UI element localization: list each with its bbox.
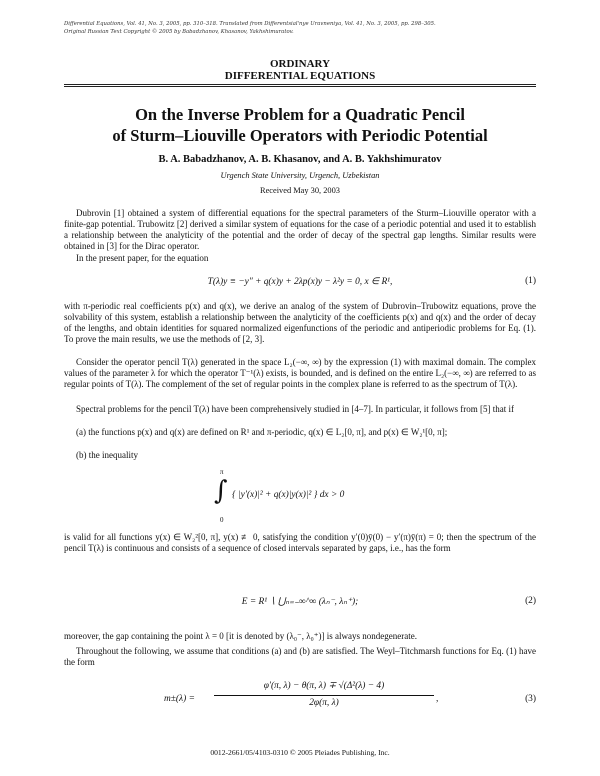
journal-header [64, 21, 544, 36]
page-footer: 0012-2661/05/4103-0310 © 2005 Pleiades Publishing, Inc. [210, 748, 390, 757]
paragraph-spectral-problems: Spectral problems for the pencil T(λ) have been comprehensively studied in [4–7]. In particular, it follows from [5] that if [76, 404, 514, 414]
paragraph-results: with π-periodic real coefficients p(x) and q(x), we derive an analog of the system of Dubrovin–Trubowitz equations, prove the solvability of this system, establish a relationship between the analyticity of the coefficients p(x) and q(x) and the order of decay of the lengths, and obtain identities for squared normalized eigenfunctions of the periodic and antiperiodic problems for Eq. (1). To prove the main results, we use the methods of [2, 3]. [64, 301, 536, 344]
received-date: Received May 30, 2003 [259, 186, 340, 195]
integral-upper-limit: π [220, 468, 224, 476]
equation-3-denominator: 2φ(π, λ) [309, 698, 339, 708]
equation-1-number: (1) [525, 276, 536, 286]
paragraph-spectrum-form: is valid for all functions y(x) ∈ W₂²[0, π], y(x) ≢ 0, satisfying the condition y′(0)ȳ(0) − y′(π)ȳ(π) = 0; then the spectrum of the pencil T(λ) is continuous and consists of a sequence of closed intervals separated by gaps, i.e., has the form [64, 532, 536, 553]
equation-3-lhs: m±(λ) = [164, 694, 195, 704]
equation-2-number: (2) [525, 596, 536, 606]
category-line-1: ORDINARY [269, 58, 331, 70]
integral-lower-limit: 0 [220, 516, 224, 524]
integral-body: { |y′(x)|² + q(x)|y(x)|² } dx > 0 [232, 490, 345, 500]
paragraph-intro: Dubrovin [1] obtained a system of differential equations for the spectral parameters of the Sturm–Liouville operator with a finite-gap potential. Trubowitz [2] derived a similar system of equations for the case of a periodic potential and used it to establish a relationship between the analyticity of the potential and the order of decay of the spectral gap lengths. Similar results were obtained in [3] for the Dirac operator. [64, 208, 536, 251]
category-divider-top [64, 84, 536, 85]
paragraph-operator-pencil: Consider the operator pencil T(λ) generated in the space L₂(−∞, ∞) by the expression (1) with maximal domain. The complex values of the parameter λ for which the operator T⁻¹(λ) exists, is bounded, and is defined on the entire L₂(−∞, ∞) are referred to as regular points of T(λ). The complement of the set of regular points in the complex plane is referred to as the spectrum of T(λ). [64, 357, 536, 389]
equation-3-numerator: φ′(π, λ) − θ(π, λ) ∓ √(Δ²(λ) − 4) [263, 681, 385, 691]
paragraph-weyl-titchmarsh: Throughout the following, we assume that conditions (a) and (b) are satisfied. The Weyl–Titchmarsh functions for Eq. (1) have the form [64, 646, 536, 667]
copyright-line: Original Russian Text Copyright © 2005 by Babadzhanov, Khasanov, Yakhshimuratov. [64, 28, 294, 35]
paragraph-condition-a: (a) the functions p(x) and q(x) are defined on R¹ and π-periodic, q(x) ∈ L₂[0, π], and p(x) ∈ W₂¹[0, π]; [76, 427, 448, 437]
title-line-2: of Sturm–Liouville Operators with Periodic Potential [112, 126, 488, 145]
equation-1: T(λ)y ≡ −y″ + q(x)y + 2λp(x)y − λ²y = 0, x ∈ R¹, [207, 277, 393, 287]
integral-inequality [200, 468, 440, 532]
paragraph-equation-lead: In the present paper, for the equation [76, 253, 209, 263]
equation-3-fraction-bar [214, 695, 434, 696]
equation-3 [64, 680, 536, 722]
paragraph-condition-b: (b) the inequality [76, 450, 138, 460]
title-line-1: On the Inverse Problem for a Quadratic Pencil [135, 105, 465, 124]
affiliation: Urgench State University, Urgench, Uzbekistan [220, 171, 380, 180]
section-category [0, 58, 600, 82]
category-line-2: DIFFERENTIAL EQUATIONS [224, 70, 376, 82]
category-divider-bottom [64, 86, 536, 87]
authors: B. A. Babadzhanov, A. B. Khasanov, and A. B. Yakhshimuratov [158, 154, 442, 165]
journal-citation: Differential Equations, Vol. 41, No. 3, 2005, pp. 310–318. Translated from Differentsial'nye Uravneniya, Vol. 41, No. 3, 2005, pp. 298–305. [64, 21, 436, 27]
paragraph-gap: moreover, the gap containing the point λ = 0 [it is denoted by (λ₀⁻, λ₀⁺)] is always nondegenerate. [64, 631, 417, 641]
paper-title [0, 104, 600, 146]
equation-3-tail: , [436, 694, 439, 704]
integral-sign: ∫ [214, 476, 228, 506]
equation-2: E = R¹ ∖ ⋃ₙ₌₋∞^∞ (λₙ⁻, λₙ⁺); [241, 597, 359, 607]
equation-3-number: (3) [525, 694, 536, 704]
